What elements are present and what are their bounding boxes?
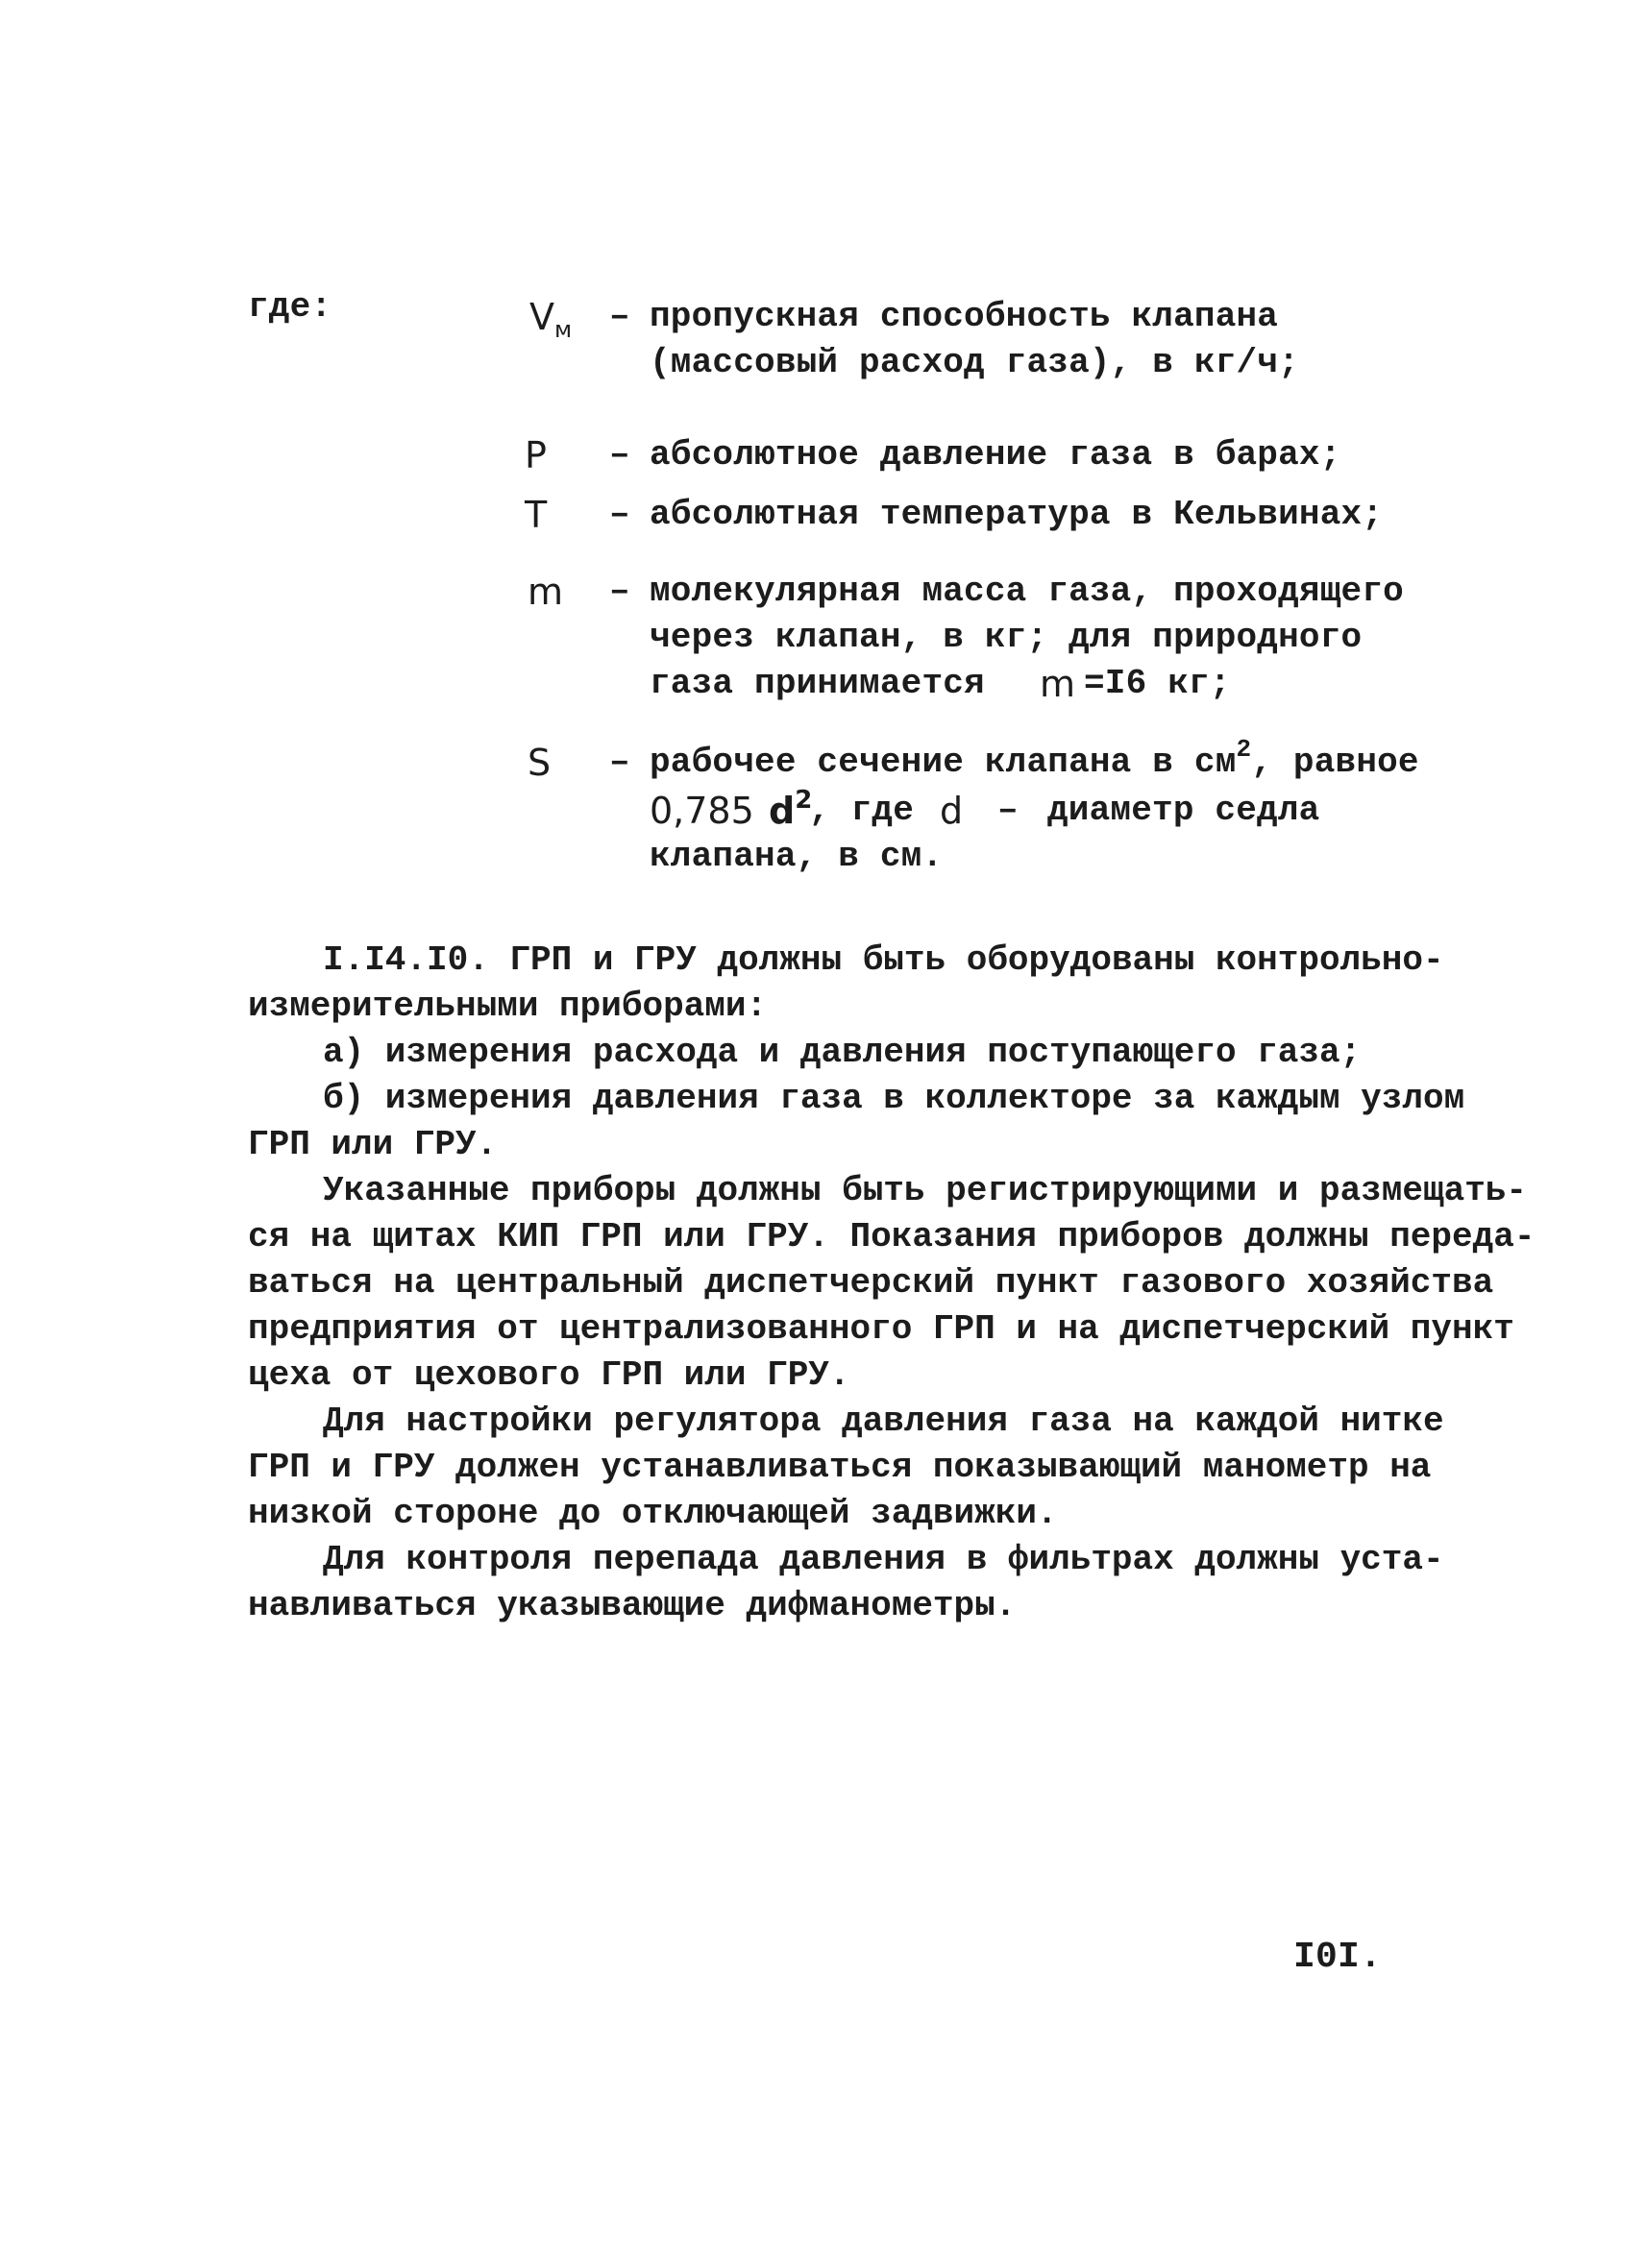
p3-line3: низкой стороне до отключающей задвижки. <box>248 1494 1058 1533</box>
section-line1-rest: ГРП и ГРУ должны быть оборудованы контрольно- <box>509 940 1444 980</box>
p2-line1: Указанные приборы должны быть регистрирующими и размещать- <box>323 1171 1528 1210</box>
p3-line2: ГРП и ГРУ должен устанавливаться показывающий манометр на <box>248 1448 1432 1487</box>
symbol-t: T <box>525 494 548 536</box>
symbol-vm <box>529 294 572 345</box>
def-s-line2-symbol2: d <box>940 790 964 832</box>
def-s-line2-d: d <box>769 790 796 832</box>
p3-line1: Для настройки регулятора давления газа на каждой нитке <box>323 1402 1444 1441</box>
where-label: где: <box>248 287 332 327</box>
symbol-s: S <box>528 742 552 784</box>
symbol-vm-subscript: м <box>554 316 573 343</box>
def-s-line2-tail: диаметр седла <box>1047 791 1320 830</box>
dash-t: – <box>609 495 630 534</box>
def-s-line1-tail: , равное <box>1251 743 1419 782</box>
p4-line1: Для контроля перепада давления в фильтрах должны уста- <box>323 1540 1444 1579</box>
p4-line2: навливаться указывающие дифманометры. <box>248 1586 1017 1625</box>
def-vm-line1: пропускная способность клапана <box>650 297 1279 336</box>
def-vm-line2: (массовый расход газа), в кг/ч; <box>650 343 1299 382</box>
dash-p: – <box>609 435 630 475</box>
def-s-line2-mid: , где <box>809 791 915 830</box>
symbol-p: P <box>525 434 547 476</box>
section-item-b-line2: ГРП или ГРУ. <box>248 1125 498 1164</box>
symbol-vm-letter: V <box>529 296 554 338</box>
dash-vm: – <box>609 297 630 336</box>
dash-s: – <box>609 743 630 782</box>
section-number: I.I4.I0. <box>323 940 489 980</box>
def-m-line3-value: =I6 кг; <box>1084 664 1231 703</box>
p2-line5: цеха от цехового ГРП или ГРУ. <box>248 1355 850 1395</box>
dash-m: – <box>609 572 630 611</box>
def-s-line1-text: рабочее сечение клапана в см <box>650 743 1237 782</box>
def-s-line1-sup: 2 <box>1236 735 1252 764</box>
def-s-line2-coef: 0,785 <box>650 790 754 832</box>
def-m-line3-text: газа принимается <box>650 664 985 703</box>
def-s-line2-symbol <box>769 788 812 839</box>
def-s-line2-dash: – <box>997 791 1019 830</box>
def-p-line1: абсолютное давление газа в барах; <box>650 435 1341 475</box>
def-s-line3: клапана, в см. <box>650 837 944 876</box>
def-s-line1 <box>650 735 1419 788</box>
section-line1 <box>323 938 1444 984</box>
def-m-line3-symbol: m <box>1040 663 1076 705</box>
p2-line4: предприятия от централизованного ГРП и на диспетчерский пункт <box>248 1309 1514 1349</box>
symbol-m: m <box>528 571 564 613</box>
section-item-b-line1: б) измерения давления газа в коллекторе за каждым узлом <box>323 1079 1465 1118</box>
p2-line3: ваться на центральный диспетчерский пункт газового хозяйства <box>248 1263 1494 1303</box>
def-s-line2-sup: 2 <box>795 786 813 815</box>
def-t-line1: абсолютная температура в Кельвинах; <box>650 495 1384 534</box>
section-line2: измерительными приборами: <box>248 987 768 1026</box>
p2-line2: ся на щитах КИП ГРП или ГРУ. Показания приборов должны переда- <box>248 1217 1535 1256</box>
def-m-line1: молекулярная масса газа, проходящего <box>650 572 1404 611</box>
page-number: I0I. <box>1293 1937 1383 1978</box>
def-m-line2: через клапан, в кг; для природного <box>650 618 1363 657</box>
section-item-a: а) измерения расхода и давления поступающего газа; <box>323 1033 1362 1072</box>
